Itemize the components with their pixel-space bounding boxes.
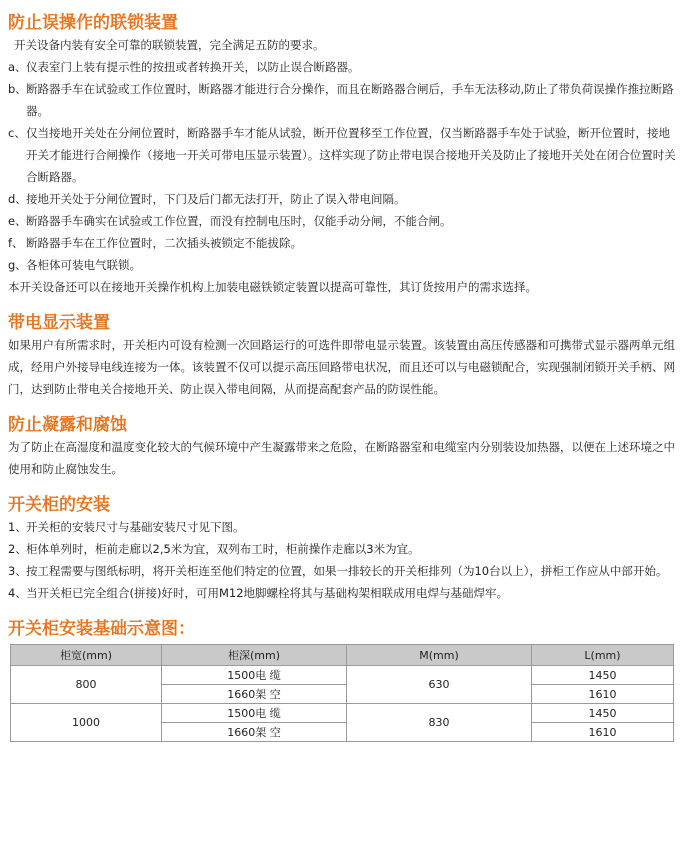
live-display-body: 如果用户有所需求时，开关柜内可设有检测一次回路运行的可选件即带电显示装置。该装置由高压传感器和可携带式显示器两单元组成，经用户外接导电线连接为一体。该装置不仅可以提示高压回路带电状况，而且还可以与电磁锁配合，实现强制闭锁开关手柄、网门，达到防止带电关合接地开关、防止误入带电间隔，从而提高配套产品的防误性能。: [8, 338, 675, 396]
interlock-outro: 本开关设备还可以在接地开关操作机构上加装电磁铁锁定装置以提高可靠性，其订货按用户的需求选择。: [8, 280, 537, 294]
cell-depth: 1500电 缆: [162, 666, 347, 685]
document-page: [8, 0, 676, 742]
cell-l: 1450: [532, 666, 674, 685]
cell-m: 630: [347, 666, 532, 704]
list-item: f、 断路器手车在工作位置时，二次插头被锁定不能拔除。: [8, 236, 302, 250]
section-title-foundation: 开关柜安装基础示意图：: [8, 619, 195, 639]
list-item: d、 接地开关处于分闸位置时，下门及后门都无法打开，防止了误入带电间隔。: [8, 192, 406, 206]
condensation-body: 为了防止在高湿度和温度变化较大的气候环境中产生凝露带来之危险，在断路器室和电缆室内分别装设加热器，以便在上述环境之中使用和防止腐蚀发生。: [8, 440, 675, 476]
cell-l: 1610: [532, 685, 674, 704]
section-title-installation: 开关柜的安装: [8, 495, 110, 515]
list-item: c、 仅当接地开关处在分闸位置时，断路器手车才能从试验，断开位置移至工作位置，仅当断路器手车处于试验，断开位置时，接地开关才能进行合闸操作（接地一开关可带电压显示装置）。这样实现了防止带电误合接地开关及防止了接地开关处在闭合位置时关合断路器。: [8, 126, 676, 184]
table-header-row: [11, 645, 674, 666]
interlock-intro: 开关设备内装有安全可靠的联锁装置，完全满足五防的要求。: [14, 38, 325, 52]
list-item: b、 断路器手车在试验或工作位置时，断路器才能进行合分操作，而且在断路器合闸后，手车无法移动,防止了带负荷误操作推拉断路器。: [8, 82, 674, 118]
interlock-list: [8, 56, 676, 276]
column-header: 柜深(mm): [162, 645, 347, 666]
cell-width: 800: [11, 666, 162, 704]
cell-l: 1610: [532, 723, 674, 742]
list-item: 1、 开关柜的安装尺寸与基础安装尺寸见下图。: [8, 520, 245, 534]
cell-depth: 1500电 缆: [162, 704, 347, 723]
foundation-table: [10, 644, 674, 742]
section-title-live-display: 带电显示装置: [8, 313, 110, 333]
installation-list: [8, 516, 676, 604]
list-item: 2、 柜体单列时，柜前走廊以2,5米为宜，双列布工时，柜前操作走廊以3米为宜。: [8, 542, 420, 556]
cell-depth: 1660架 空: [162, 685, 347, 704]
list-item: e、 断路器手车确实在试验或工作位置，而没有控制电压时，仅能手动分闸，不能合闸。: [8, 214, 452, 228]
cell-width: 1000: [11, 704, 162, 742]
list-item: a、 仪表室门上装有提示性的按扭或者转换开关，以防止误合断路器。: [8, 60, 360, 74]
column-header: 柜宽(mm): [11, 645, 162, 666]
table-row: [11, 704, 674, 723]
section-title-condensation: 防止凝露和腐蚀: [8, 415, 127, 435]
column-header: M(mm): [347, 645, 532, 666]
cell-l: 1450: [532, 704, 674, 723]
section-title-interlock: 防止误操作的联锁装置: [8, 13, 178, 33]
list-item: 3、 按工程需要与图纸标明，将开关柜连至他们特定的位置，如果一排较长的开关柜排列（为10台以上），拼柜工作应从中部开始。: [8, 564, 668, 578]
cell-depth: 1660架 空: [162, 723, 347, 742]
cell-m: 830: [347, 704, 532, 742]
table-row: [11, 666, 674, 685]
list-item: 4、 当开关柜已完全组合(拼接)好时，可用M12地脚螺栓将其与基础构架相联成用电焊与基础焊牢。: [8, 586, 509, 600]
column-header: L(mm): [532, 645, 674, 666]
list-item: g、 各柜体可装电气联锁。: [8, 258, 141, 272]
